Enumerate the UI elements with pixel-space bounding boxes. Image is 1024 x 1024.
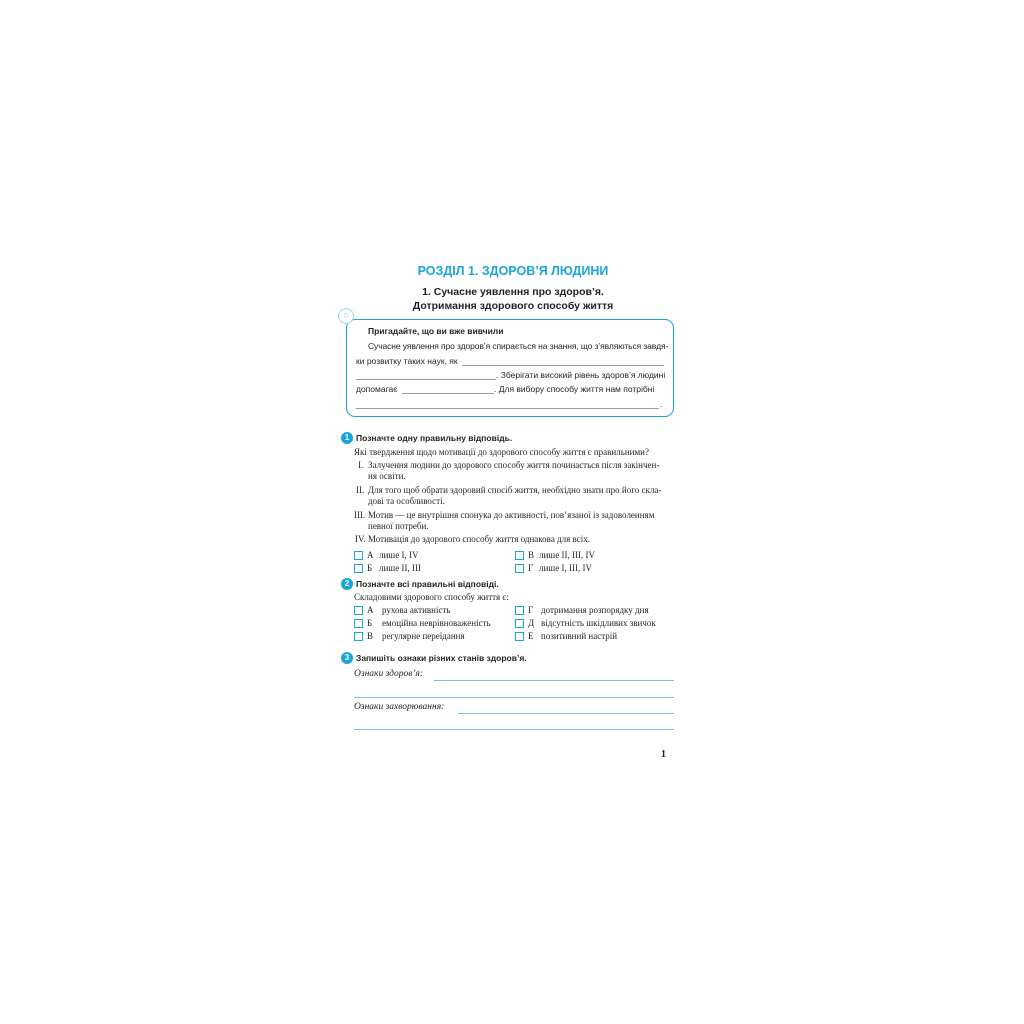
blank-needed[interactable] bbox=[356, 408, 659, 409]
statement-1-line2: ня освіти. bbox=[368, 471, 406, 481]
option-a-letter: А bbox=[367, 550, 374, 560]
component-v-text: регулярне переїдання bbox=[382, 631, 465, 641]
statement-2-line2: дові та особливості. bbox=[368, 496, 445, 506]
component-b-checkbox[interactable] bbox=[354, 619, 363, 628]
recall-line4-b: . Для вибору способу життя нам потрібні bbox=[494, 384, 655, 394]
option-b-text: лише II, III bbox=[379, 563, 421, 573]
component-d-text: відсутність шкідливих звичок bbox=[541, 618, 656, 628]
component-v-letter: В bbox=[367, 631, 374, 641]
component-e-text: позитивний настрій bbox=[541, 631, 618, 641]
recall-line3: . Зберігати високий рівень здоров’я людині bbox=[496, 370, 666, 380]
component-v-checkbox[interactable] bbox=[354, 632, 363, 641]
component-e-checkbox[interactable] bbox=[515, 632, 524, 641]
statement-roman: III. bbox=[354, 510, 366, 520]
disease-signs-line-1[interactable] bbox=[458, 713, 674, 714]
statement-roman: II. bbox=[356, 485, 365, 495]
task2-number-badge: 2 bbox=[341, 578, 353, 590]
option-g-letter: Г bbox=[528, 563, 534, 573]
option-b-checkbox[interactable] bbox=[354, 564, 363, 573]
option-a-text: лише I, IV bbox=[379, 550, 419, 560]
blank-sciences-cont[interactable] bbox=[356, 379, 496, 380]
recall-line2: ки розвитку таких наук, як bbox=[356, 356, 458, 366]
statement-2-line1: Для того щоб обрати здоровий спосіб життя, необхідно знати про його скла- bbox=[368, 485, 662, 495]
task2-question: Складовими здорового способу життя є: bbox=[354, 592, 509, 602]
lesson-title-line1: 1. Сучасне уявлення про здоров’я. bbox=[422, 286, 604, 298]
component-b-text: емоційна неврівноваженість bbox=[382, 618, 491, 628]
health-signs-line-1[interactable] bbox=[434, 680, 674, 681]
option-b-letter: Б bbox=[367, 563, 373, 573]
component-a-text: рухова активність bbox=[382, 605, 451, 615]
option-v-letter: В bbox=[528, 550, 535, 560]
health-signs-line-2[interactable] bbox=[354, 697, 674, 698]
component-b-letter: Б bbox=[367, 618, 373, 628]
component-a-checkbox[interactable] bbox=[354, 606, 363, 615]
statement-roman: I. bbox=[358, 460, 364, 470]
task2-instruction: Позначте всі правильні відповіді. bbox=[356, 579, 499, 589]
task1-instruction: Позначте одну правильну відповідь. bbox=[356, 433, 513, 443]
task1-number-badge: 1 bbox=[341, 432, 353, 444]
option-v-text: лише II, III, IV bbox=[539, 550, 595, 560]
option-a-checkbox[interactable] bbox=[354, 551, 363, 560]
task3-instruction: Запишіть ознаки різних станів здоров’я. bbox=[356, 653, 527, 663]
lesson-title-line2: Дотримання здорового способу життя bbox=[412, 300, 614, 312]
blank-helps[interactable] bbox=[402, 393, 494, 394]
lightbulb-icon: ○ bbox=[338, 308, 354, 324]
option-g-checkbox[interactable] bbox=[515, 564, 524, 573]
section-title: РОЗДІЛ 1. ЗДОРОВ’Я ЛЮДИНИ bbox=[417, 264, 609, 278]
component-g-letter: Г bbox=[528, 605, 534, 615]
workbook-page bbox=[344, 255, 682, 765]
option-v-checkbox[interactable] bbox=[515, 551, 524, 560]
blank-sciences[interactable] bbox=[462, 365, 664, 366]
statement-3-line2: певної потреби. bbox=[368, 521, 429, 531]
recall-heading: Пригадайте, що ви вже вивчили bbox=[368, 326, 504, 336]
task1-question: Які твердження щодо мотивації до здорового способу життя є правильними? bbox=[354, 447, 649, 457]
option-g-text: лише I, III, IV bbox=[539, 563, 592, 573]
disease-signs-label: Ознаки захворювання: bbox=[354, 702, 445, 712]
component-e-letter: Е bbox=[528, 631, 534, 641]
component-g-checkbox[interactable] bbox=[515, 606, 524, 615]
recall-line4-a: допомагає bbox=[356, 384, 398, 394]
page-number: 1 bbox=[661, 749, 666, 760]
recall-line5-end: . bbox=[660, 399, 663, 409]
recall-line1: Сучасне уявлення про здоров’я спирається на знання, що з’являються завдя- bbox=[368, 341, 669, 351]
component-d-letter: Д bbox=[528, 618, 535, 628]
task3-number-badge: 3 bbox=[341, 652, 353, 664]
health-signs-label: Ознаки здоров’я: bbox=[354, 669, 424, 679]
statement-1-line1: Залучення людини до здорового способу життя починається після закінчен- bbox=[368, 460, 660, 470]
component-a-letter: А bbox=[367, 605, 374, 615]
component-d-checkbox[interactable] bbox=[515, 619, 524, 628]
disease-signs-line-2[interactable] bbox=[354, 729, 674, 730]
component-g-text: дотримання розпорядку дня bbox=[541, 605, 649, 615]
statement-4-line1: Мотивація до здорового способу життя однакова для всіх. bbox=[368, 534, 590, 544]
statement-3-line1: Мотив — це внутрішня спонука до активності, пов’язаної із задоволенням bbox=[368, 510, 655, 520]
statement-roman: IV. bbox=[355, 534, 366, 544]
